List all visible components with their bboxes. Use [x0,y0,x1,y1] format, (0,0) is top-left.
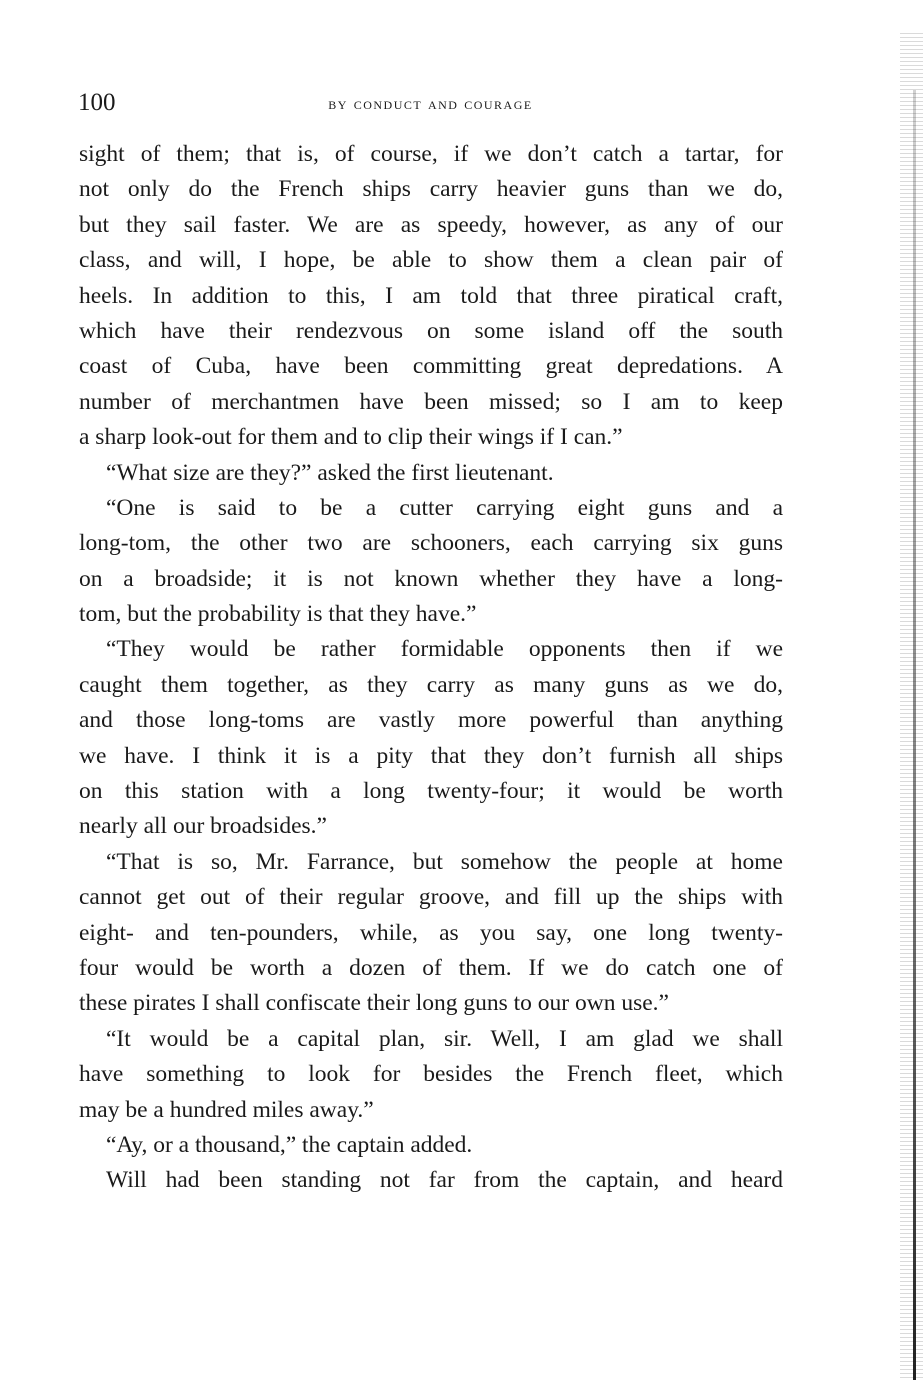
text-line: “They would be rather formidable opponents then if we [106,636,783,663]
text-line: on a broadside; it is not known whether they have a long- [79,565,783,592]
text-line: number of merchantmen have been missed; so I am to keep [79,388,783,415]
text-line: “That is so, Mr. Farrance, but somehow the people at home [106,848,783,875]
text-line: heels. In addition to this, I am told that three piratical craft, [79,282,783,309]
page-edge-shadow [900,30,923,1381]
text-line: but they sail faster. We are as speedy, however, as any of our [79,211,783,238]
page-header [78,86,783,120]
text-line: four would be worth a dozen of them. If we do catch one of [79,954,783,981]
text-line: on this station with a long twenty-four; it would be worth [79,778,783,805]
text-line: cannot get out of their regular groove, and fill up the ships with [79,884,783,911]
text-line: tom, but the probability is that they have.” [79,601,477,628]
text-line: and those long-toms are vastly more powerful than anything [79,707,783,734]
text-line: not only do the French ships carry heavier guns than we do, [79,176,783,203]
text-line: long-tom, the other two are schooners, each carrying six guns [79,530,783,557]
text-line: may be a hundred miles away.” [79,1096,374,1123]
text-line: caught them together, as they carry as many guns as we do, [79,671,783,698]
page-number: 100 [78,89,116,116]
text-line: nearly all our broadsides.” [79,813,327,840]
text-line: eight- and ten-pounders, while, as you say, one long twenty- [79,919,783,946]
text-line: have something to look for besides the French fleet, which [79,1061,783,1088]
text-line: class, and will, I hope, be able to show them a clean pair of [79,247,783,274]
text-line: these pirates I shall confiscate their long guns to our own use.” [79,990,669,1017]
page-edge-line [913,90,916,1380]
running-head: by conduct and courage [328,94,533,113]
text-line: sight of them; that is, of course, if we don’t catch a tartar, for [79,141,783,167]
text-line: “Ay, or a thousand,” the captain added. [106,1131,473,1158]
text-line: Will had been standing not far from the captain, and heard [106,1167,783,1194]
text-line: coast of Cuba, have been committing great depredations. A [79,353,783,380]
body-text [79,137,783,1199]
text-line: “One is said to be a cutter carrying eight guns and a [106,494,783,521]
text-line: we have. I think it is a pity that they don’t furnish all ships [79,742,783,769]
text-line: “What size are they?” asked the first lieutenant. [106,459,554,486]
text-line: “It would be a capital plan, sir. Well, I am glad we shall [106,1025,783,1052]
text-line: which have their rendezvous on some island off the south [79,317,783,344]
text-line: a sharp look-out for them and to clip their wings if I can.” [79,424,623,451]
